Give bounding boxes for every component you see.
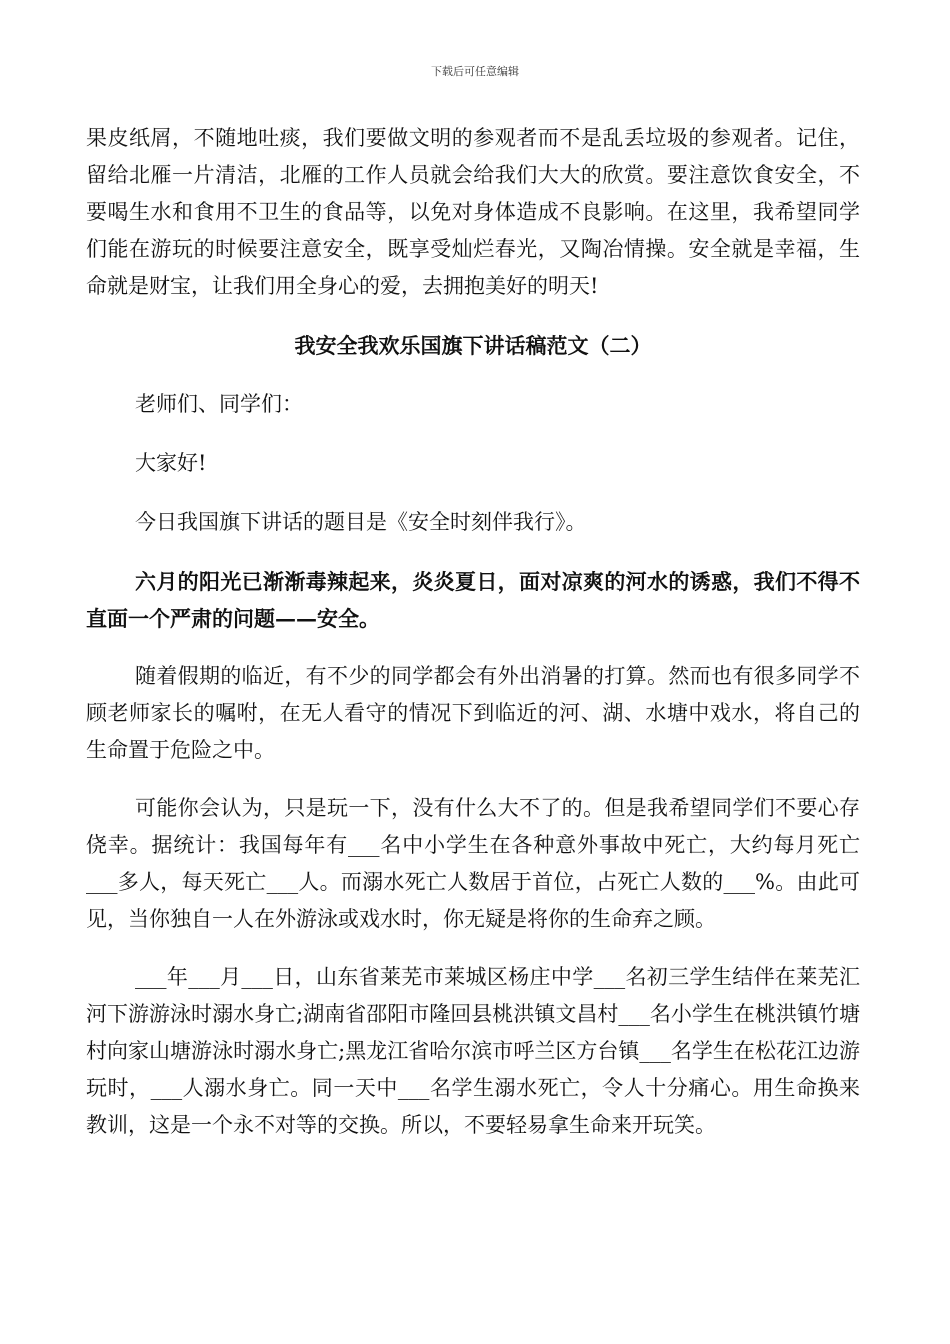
intro-paragraph: 果皮纸屑，不随地吐痰，我们要做文明的参观者而不是乱丢垃圾的参观者。记住，留给北雁一片清洁，北雁的工作人员就会给我们大大的欣赏。要注意饮食安全，不要喝生水和食用不卫生的食品等，以免对身体造成不良影响。在这里，我希望同学们能在游玩的时候要注意安全，既享受灿烂春光，又陶冶情操。安全就是幸福，生命就是财宝，让我们用全身心的爱，去拥抱美好的明天! [86, 126, 860, 298]
body-paragraph-1: 随着假期的临近，有不少的同学都会有外出消暑的打算。然而也有很多同学不顾老师家长的嘱咐，在无人看守的情况下到临近的河、湖、水塘中戏水，将自己的生命置于危险之中。 [86, 664, 860, 762]
body-paragraph-2: 可能你会认为，只是玩一下，没有什么大不了的。但是我希望同学们不要心存侥幸。据统计：我国每年有___名中小学生在各种意外事故中死亡，大约每月死亡___多人，每天死亡___人。而溺水死亡人数居于首位，占死亡人数的___%。由此可见，当你独自一人在外游泳或戏水时，你无疑是将你的生命弃之顾。 [86, 796, 860, 931]
greeting: 大家好! [135, 451, 207, 475]
speech-topic: 今日我国旗下讲话的题目是《安全时刻伴我行》。 [135, 510, 587, 534]
page-header-note: 下载后可任意编辑 [431, 65, 519, 78]
document-title: 我安全我欢乐国旗下讲话稿范文（二） [294, 333, 652, 358]
salutation: 老师们、同学们： [135, 392, 303, 416]
body-paragraph-3: ___年___月___日，山东省莱芜市莱城区杨庄中学___名初三学生结伴在莱芜汇河下游游泳时溺水身亡;湖南省邵阳市隆回县桃洪镇文昌村___名小学生在桃洪镇竹塘村向家山塘游泳时溺水身亡;黑龙江省哈尔滨市呼兰区方台镇___名学生在松花江边游玩时，___人溺水身亡。同一天中___名学生溺水死亡，令人十分痛心。用生命换来教训，这是一个永不对等的交换。所以，不要轻易拿生命来开玩笑。 [86, 965, 860, 1137]
bold-paragraph: 六月的阳光已渐渐毒辣起来，炎炎夏日，面对凉爽的河水的诱惑，我们不得不直面一个严肃的问题——安全。 [86, 569, 860, 631]
document-body [86, 120, 860, 1144]
